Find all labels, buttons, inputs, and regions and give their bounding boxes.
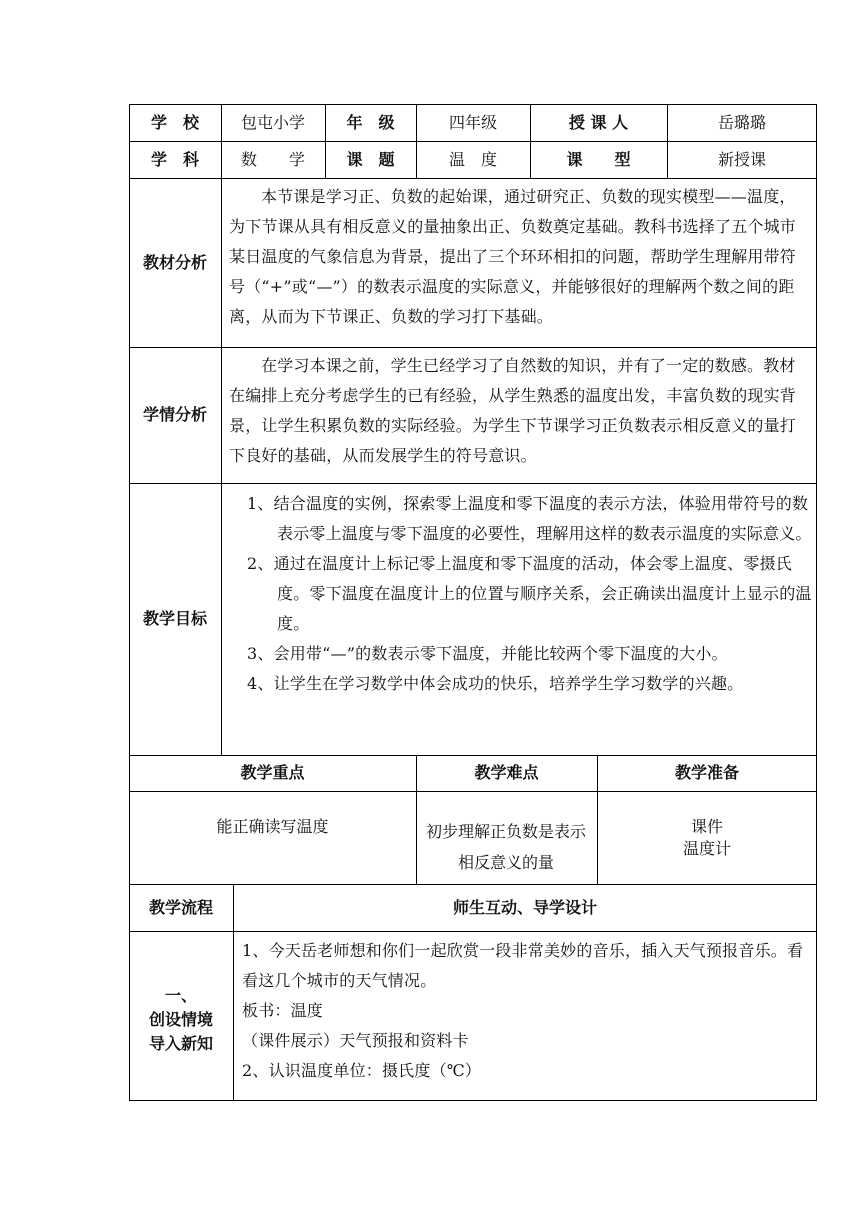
subject-value: 数 学	[240, 149, 305, 169]
preparation-value	[597, 814, 817, 862]
col-divider	[221, 178, 222, 755]
preparation-item: 温度计	[682, 839, 731, 858]
flow-line: 2、认识温度单位：摄氏度（℃）	[242, 1061, 482, 1080]
goals-list	[229, 489, 813, 699]
school-value: 包屯小学	[240, 112, 305, 132]
row-divider	[129, 483, 817, 484]
topic-value: 温 度	[448, 149, 497, 169]
teacher-label: 授 课 人	[568, 112, 629, 132]
type-value: 新授课	[717, 149, 766, 169]
school-label: 学 校	[150, 112, 199, 132]
difficulty-text: 初步理解正负数是表示相反意义的量	[426, 822, 587, 872]
teacher-value: 岳璐璐	[717, 112, 766, 132]
goal-item: 1、结合温度的实例，探索零上温度和零下温度的表示方法，体验用带符号的数表示零上温度与零下温度的必要性，理解用这样的数表示温度的实际意义。	[247, 494, 812, 543]
row-divider	[129, 791, 817, 792]
flow-line: 板书：温度	[242, 1001, 324, 1020]
goal-item: 2、通过在温度计上标记零上温度和零下温度的活动，体会零上温度、零摄氏度。零下温度在温度计上的位置与顺序关系，会正确读出温度计上显示的温度。	[247, 554, 812, 633]
goal-item: 3、会用带“—”的数表示零下温度，并能比较两个零下温度的大小。	[247, 644, 728, 663]
student-analysis-label: 学情分析	[142, 405, 207, 424]
student-analysis-text	[229, 351, 811, 471]
flow-label: 教学流程	[148, 897, 213, 917]
difficulty-label: 教学难点	[474, 763, 539, 782]
stage-one-label	[129, 980, 233, 1060]
flow-line: 1、今天岳老师想和你们一起欣赏一段非常美妙的音乐，插入天气预报音乐。看看这几个城市的天气情况。	[242, 941, 804, 990]
row-divider	[129, 347, 817, 348]
stage-one-title-line: 创设情境	[148, 1010, 213, 1029]
stage-one-content	[242, 936, 812, 1086]
stage-one-title-line: 导入新知	[148, 1034, 213, 1053]
key-point-label: 教学重点	[240, 763, 305, 782]
material-analysis-text	[229, 182, 811, 332]
flow-line: （课件展示）天气预报和资料卡	[242, 1031, 469, 1050]
preparation-label: 教学准备	[674, 763, 739, 782]
type-label: 课 型	[566, 149, 631, 169]
subject-label: 学 科	[150, 149, 199, 169]
topic-label: 课 题	[346, 149, 395, 169]
student-analysis-paragraph: 在学习本课之前，学生已经学习了自然数的知识，并有了一定的数感。教材在编排上充分考虑学生的已有经验，从学生熟悉的温度出发，丰富负数的现实背景，让学生积累负数的实际经验。为学生下节课学习正负数表示相反意义的量打下良好的基础，从而发展学生的符号意识。	[229, 356, 797, 465]
stage-one-number: 一、	[164, 986, 197, 1005]
grade-label: 年 级	[346, 112, 395, 132]
grade-value: 四年级	[448, 112, 497, 132]
preparation-item: 课件	[690, 817, 723, 836]
design-label: 师生互动、导学设计	[452, 897, 597, 917]
goals-label: 教学目标	[142, 609, 207, 628]
row-divider	[129, 178, 817, 179]
material-analysis-paragraph: 本节课是学习正、负数的起始课，通过研究正、负数的现实模型——温度，为下节课从具有相反意义的量抽象出正、负数奠定基础。教科书选择了五个城市某日温度的气象信息为背景，提出了三个环环相扣的问题，帮助学生理解用带符号（“+”或“—”）的数表示温度的实际意义，并能够很好的理解两个数之间的距离，从而为下节课正、负数的学习打下基础。	[229, 187, 797, 326]
goal-item: 4、让学生在学习数学中体会成功的快乐，培养学生学习数学的兴趣。	[247, 674, 744, 693]
difficulty-value	[426, 814, 586, 880]
material-analysis-label: 教材分析	[142, 252, 207, 272]
key-point-value: 能正确读写温度	[216, 817, 329, 836]
